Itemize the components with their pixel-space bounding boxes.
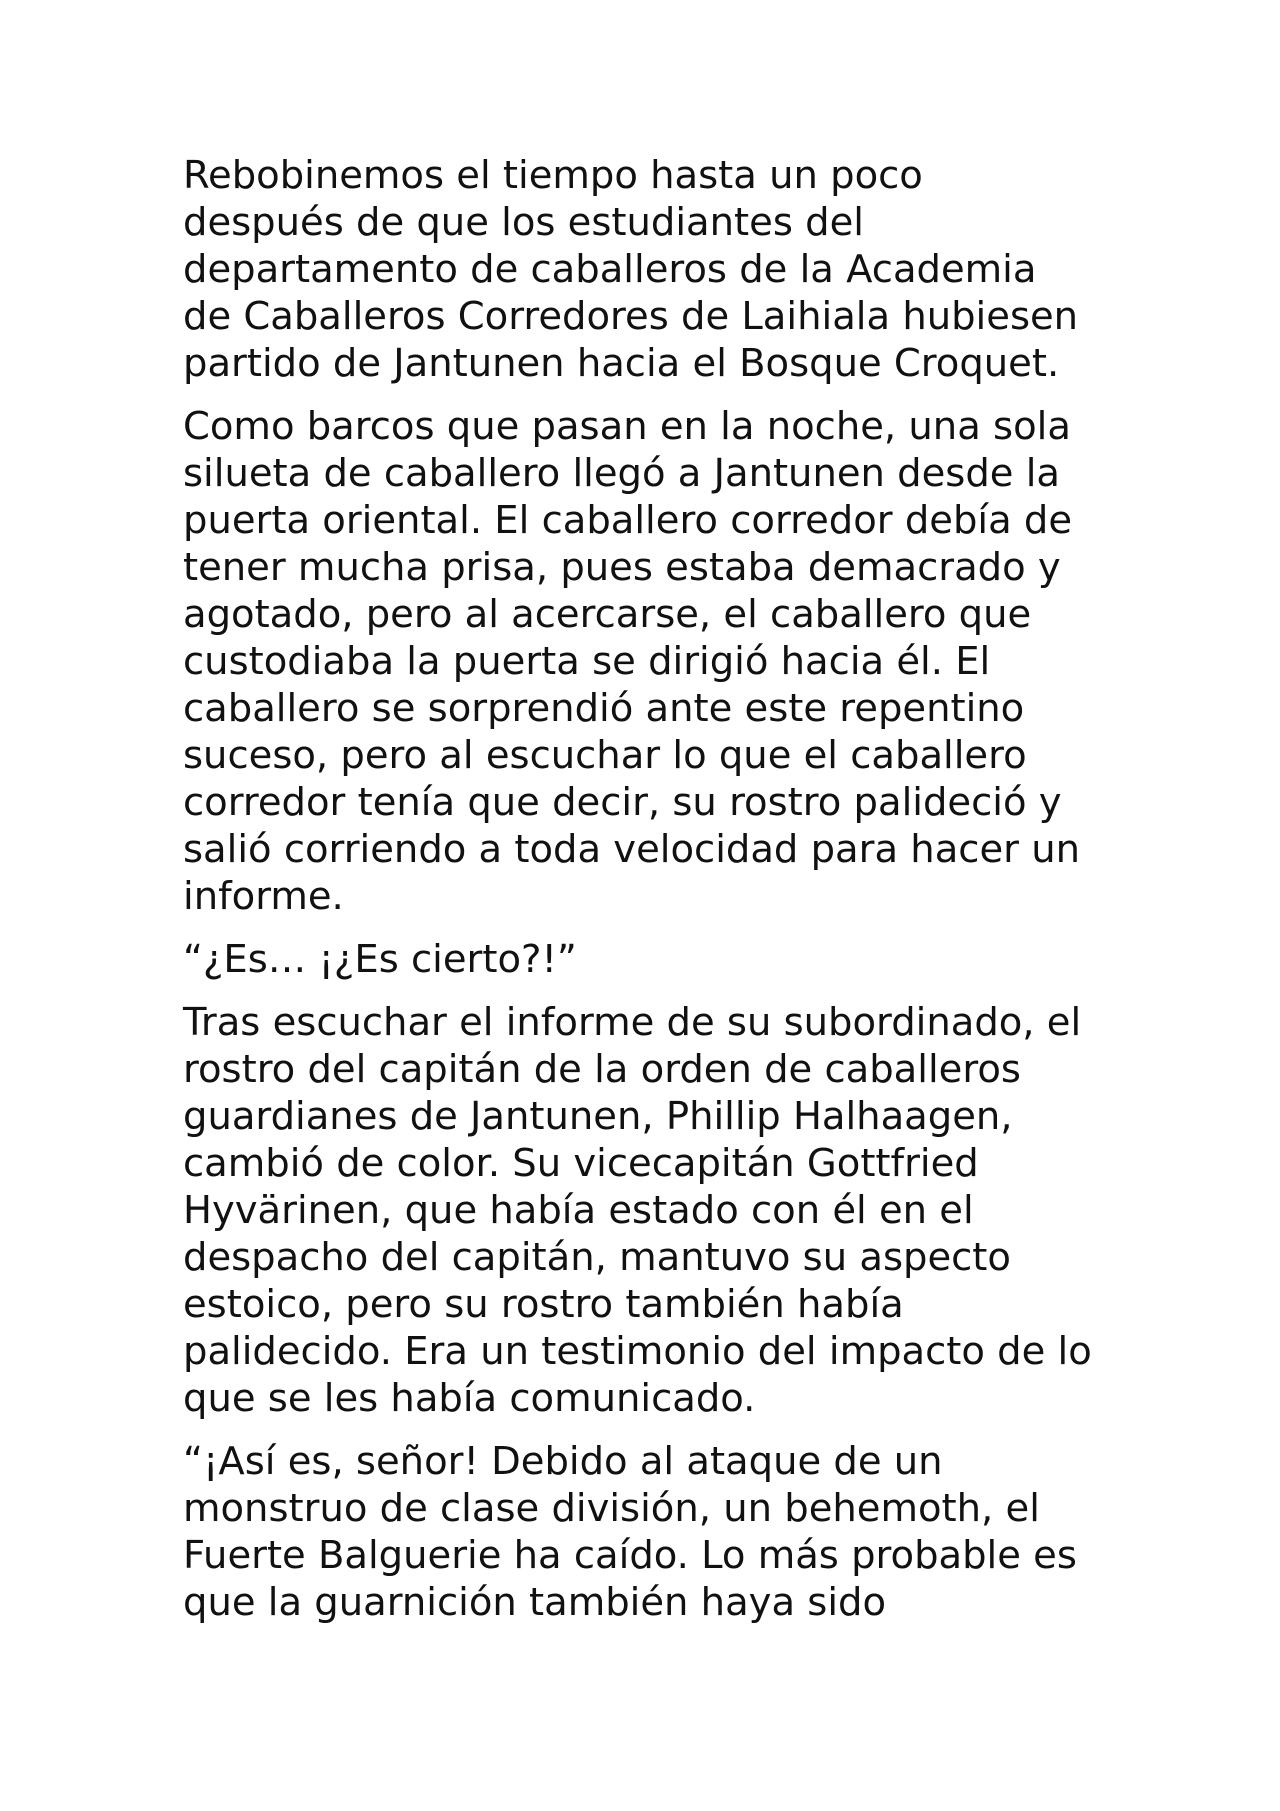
paragraph-3-dialogue — [183, 936, 1113, 983]
text-line: después de que los estudiantes del — [183, 200, 864, 245]
text-line: Rebobinemos el tiempo hasta un poco — [183, 153, 923, 198]
text-line: departamento de caballeros de la Academia — [183, 247, 1037, 292]
paragraph-2 — [183, 403, 1113, 920]
text-line: silueta de caballero llegó a Jantunen desde la — [183, 451, 1061, 496]
paragraph-4 — [183, 999, 1113, 1422]
text-line: custodiaba la puerta se dirigió hacia él. El — [183, 639, 991, 684]
text-line: corredor tenía que decir, su rostro palideció y — [183, 780, 1062, 825]
text-line: monstruo de clase división, un behemoth, el — [183, 1486, 1040, 1531]
text-line: de Caballeros Corredores de Laihiala hubiesen — [183, 294, 1079, 339]
text-line: Hyvärinen, que había estado con él en el — [183, 1188, 974, 1233]
text-line: Tras escuchar el informe de su subordinado, el — [183, 1000, 1082, 1045]
text-line: palidecido. Era un testimonio del impacto de lo — [183, 1329, 1092, 1374]
text-line: caballero se sorprendió ante este repentino — [183, 686, 1025, 731]
text-line: suceso, pero al escuchar lo que el caballero — [183, 733, 1027, 778]
text-line: despacho del capitán, mantuvo su aspecto — [183, 1235, 1011, 1280]
text-line: tener mucha prisa, pues estaba demacrado y — [183, 545, 1061, 590]
text-line: Fuerte Balguerie ha caído. Lo más probable es — [183, 1533, 1077, 1578]
text-line: “¡Así es, señor! Debido al ataque de un — [183, 1439, 943, 1484]
text-line: partido de Jantunen hacia el Bosque Croquet. — [183, 341, 1060, 386]
text-line: rostro del capitán de la orden de caballeros — [183, 1047, 1021, 1092]
text-line: cambió de color. Su vicecapitán Gottfried — [183, 1141, 979, 1186]
text-line: agotado, pero al acercarse, el caballero que — [183, 592, 1032, 637]
text-line: guardianes de Jantunen, Phillip Halhaagen, — [183, 1094, 1013, 1139]
text-line: “¿Es… ¡¿Es cierto?!” — [183, 937, 577, 982]
text-line: que se les había comunicado. — [183, 1376, 756, 1421]
text-line: estoico, pero su rostro también había — [183, 1282, 904, 1327]
text-line: que la guarnición también haya sido — [183, 1580, 887, 1625]
paragraph-5-dialogue — [183, 1438, 1113, 1626]
document-body — [183, 152, 1113, 1642]
text-line: salió corriendo a toda velocidad para hacer un — [183, 827, 1081, 872]
text-line: Como barcos que pasan en la noche, una sola — [183, 404, 1071, 449]
text-line: informe. — [183, 874, 344, 919]
text-line: puerta oriental. El caballero corredor debía de — [183, 498, 1073, 543]
paragraph-1 — [183, 152, 1113, 387]
